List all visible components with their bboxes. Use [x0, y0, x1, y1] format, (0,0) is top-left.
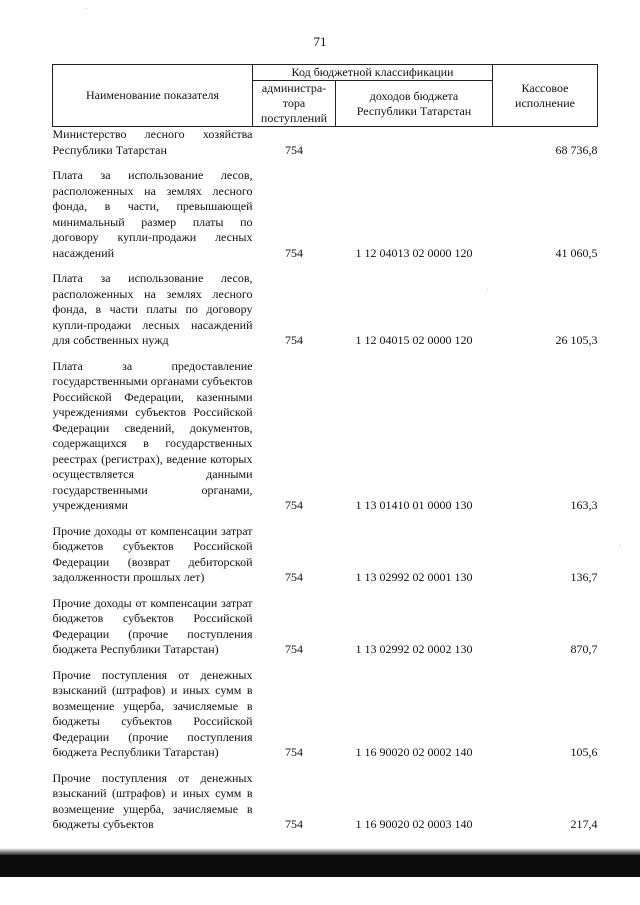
- execution-amount: 163,3: [570, 498, 598, 512]
- execution-amount: 870,7: [570, 642, 598, 656]
- admin-code: 754: [285, 745, 303, 759]
- page-number: 71: [313, 34, 327, 49]
- admin-code: 754: [285, 817, 303, 831]
- admin-code: 754: [285, 642, 303, 656]
- header-code-group: Код бюджетной классификации: [253, 65, 493, 81]
- scan-speck: [620, 545, 621, 546]
- revenue-code: 1 12 04015 02 0000 120: [355, 333, 473, 347]
- table-row: [53, 514, 598, 586]
- header-execution: Кассовое исполнение: [493, 65, 598, 127]
- indicator-name: Плата за использование лесов, расположенных на землях лесного фонда, в части платы по договору купли-продажи лесных насаждений для собственных нужд: [52, 271, 253, 347]
- admin-code: 754: [285, 333, 303, 347]
- execution-amount: 105,6: [570, 745, 598, 759]
- admin-code: 754: [285, 245, 303, 260]
- admin-code: 754: [285, 570, 303, 584]
- table-row: [53, 127, 598, 159]
- table-row: [53, 261, 598, 349]
- table-row: [53, 586, 598, 658]
- scan-speck: [487, 289, 488, 290]
- revenue-code: 1 13 01410 01 0000 130: [355, 498, 473, 512]
- scan-speck: [86, 8, 87, 9]
- execution-amount: 26 105,3: [555, 333, 598, 347]
- scan-bottom-bar: [0, 855, 640, 877]
- table-row: [53, 761, 598, 833]
- revenue-code: 1 12 04013 02 0000 120: [355, 245, 473, 260]
- indicator-name: Прочие поступления от денежных взысканий (штрафов) и иных сумм в возмещение ущерба, зачисляемые в бюджеты субъектов Российской Федерации (прочие поступления бюджета Республики Татарстан): [52, 667, 253, 759]
- header-admin: администра-тора поступлений: [253, 81, 336, 127]
- revenue-code: 1 13 02992 02 0001 130: [355, 570, 473, 584]
- revenue-code: 1 16 90020 02 0003 140: [355, 817, 473, 831]
- indicator-name: Прочие доходы от компенсации затрат бюджетов субъектов Российской Федерации (возврат дебиторской задолженности прошлых лет): [52, 523, 253, 584]
- execution-amount: 136,7: [570, 570, 598, 584]
- revenue-code: 1 16 90020 02 0002 140: [355, 745, 473, 759]
- indicator-name: Прочие доходы от компенсации затрат бюджетов субъектов Российской Федерации (прочие поступления бюджета Республики Татарстан): [52, 595, 253, 656]
- table-row: [53, 158, 598, 261]
- revenue-code: 1 13 02992 02 0002 130: [355, 642, 473, 656]
- indicator-name: Плата за предоставление государственными органами субъектов Российской Федерации, казенными учреждениями субъектов Российской Федерации сведений, документов, содержащихся в государственных реестрах (регистрах), ведение которых осуществляется данными государственными органами, учреждениями: [52, 358, 253, 512]
- table-row: [53, 349, 598, 514]
- admin-code: 754: [285, 142, 303, 157]
- budget-execution-table: [52, 64, 598, 833]
- admin-code: 754: [285, 498, 303, 512]
- indicator-name: Министерство лесного хозяйства Республики Татарстан: [52, 127, 253, 157]
- execution-amount: 68 736,8: [555, 142, 598, 157]
- revenue-code: [336, 127, 493, 159]
- indicator-name: Плата за использование лесов, расположенных на землях лесного фонда, в части, превышающей минимальный размер платы по договору купли-продажи лесных насаждений: [52, 168, 253, 260]
- header-indicator-name: Наименование показателя: [53, 65, 253, 127]
- header-revenue-code: доходов бюджета Республики Татарстан: [336, 81, 493, 127]
- indicator-name: Прочие поступления от денежных взысканий (штрафов) и иных сумм в возмещение ущерба, зачисляемые в бюджеты субъектов: [52, 770, 253, 831]
- execution-amount: 217,4: [570, 817, 598, 831]
- execution-amount: 41 060,5: [555, 245, 598, 260]
- table-row: [53, 658, 598, 761]
